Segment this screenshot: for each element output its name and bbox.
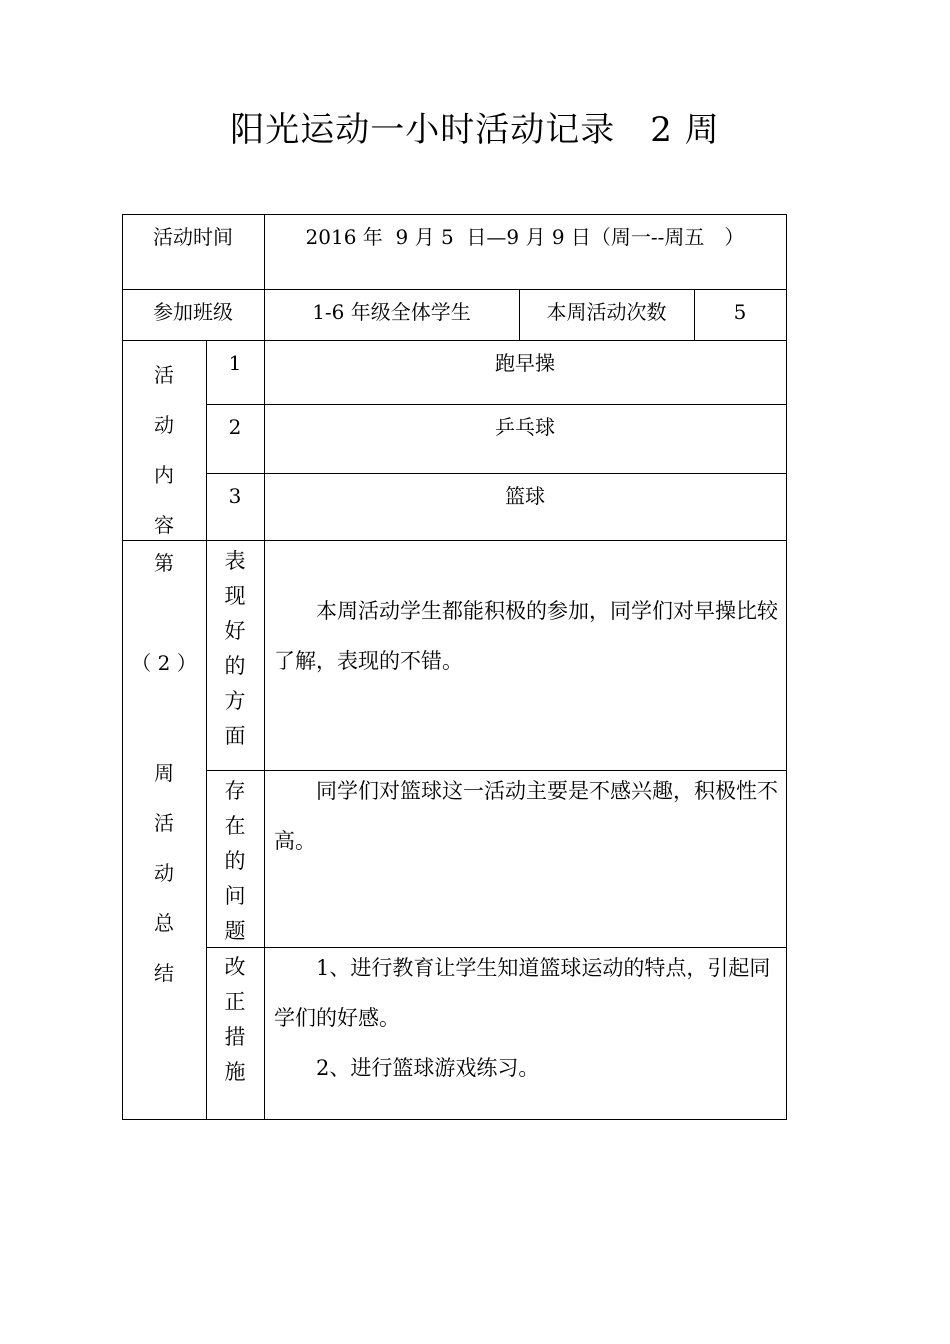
activity-num: 2 [228, 415, 242, 439]
time-value: 2016 年 9 月 5 日—9 月 9 日（周一--周五 ） [305, 225, 745, 249]
activity-name: 跑早操 [495, 351, 555, 375]
measure-item: 1、进行教育让学生知道篮球运动的特点，引起同学们的好感。 [274, 956, 771, 1030]
class-label: 参加班级 [153, 300, 233, 324]
good-label: 表 现 好 的 方 面 [224, 549, 246, 748]
content-label: 活 动 内 容 [154, 363, 174, 537]
page-title: 阳光运动一小时活动记录 2 周 [230, 110, 720, 150]
problems-label: 存 在 的 问 题 [224, 779, 246, 943]
activity-name: 篮球 [505, 484, 545, 508]
measures-label: 改 正 措 施 [224, 955, 246, 1084]
count-value: 5 [733, 300, 747, 324]
measure-item: 2、进行篮球游戏练习。 [316, 1056, 540, 1080]
activity-name: 乒乓球 [495, 415, 555, 439]
summary-label-week: （ 2 ） [131, 651, 197, 675]
activity-num: 3 [228, 484, 242, 508]
class-value: 1-6 年级全体学生 [312, 300, 471, 324]
count-label: 本周活动次数 [546, 300, 667, 324]
problems-text: 同学们对篮球这一活动主要是不感兴趣，积极性不高。 [274, 779, 778, 853]
activity-num: 1 [228, 351, 242, 375]
time-label: 活动时间 [153, 225, 233, 249]
summary-label-top: 第 [154, 551, 174, 575]
good-text: 本周活动学生都能积极的参加，同学们对早操比较了解，表现的不错。 [274, 599, 778, 673]
measures-text [274, 943, 780, 1093]
summary-label: 周 活 动 总 结 [154, 761, 174, 985]
